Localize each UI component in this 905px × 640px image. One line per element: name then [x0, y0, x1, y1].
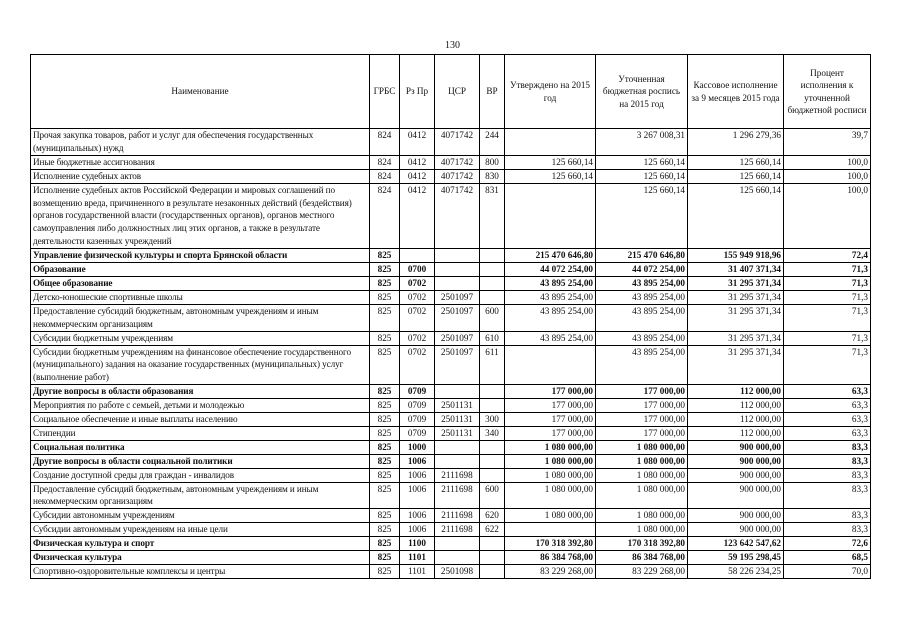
row-revised: 177 000,00 [596, 413, 688, 427]
row-cash: 31 295 371,34 [688, 304, 784, 331]
row-revised: 43 895 254,00 [596, 276, 688, 290]
header-name: Наименование [31, 55, 370, 129]
row-name: Субсидии бюджетным учреждениям [31, 331, 370, 345]
table-row [31, 551, 871, 565]
row-name: Мероприятия по работе с семьей, детьми и молодежью [31, 399, 370, 413]
row-revised: 177 000,00 [596, 385, 688, 399]
row-percent: 71,3 [784, 345, 871, 385]
row-csr: 2111698 [435, 482, 480, 509]
row-revised: 1 080 000,00 [596, 440, 688, 454]
row-grbs: 825 [370, 454, 400, 468]
header-approved: Утверждено на 2015 год [505, 55, 596, 129]
row-approved: 43 895 254,00 [505, 290, 596, 304]
row-rzpr: 1006 [400, 509, 435, 523]
row-percent: 83,3 [784, 454, 871, 468]
row-revised: 44 072 254,00 [596, 263, 688, 277]
row-grbs: 825 [370, 304, 400, 331]
row-csr: 2111698 [435, 523, 480, 537]
row-percent: 83,3 [784, 482, 871, 509]
row-name: Физическая культура и спорт [31, 537, 370, 551]
page-number: 130 [445, 40, 460, 51]
row-vr [480, 290, 505, 304]
row-percent: 71,3 [784, 263, 871, 277]
row-approved: 1 080 000,00 [505, 440, 596, 454]
row-grbs: 825 [370, 385, 400, 399]
row-rzpr: 0702 [400, 331, 435, 345]
row-name: Спортивно-оздоровительные комплексы и центры [31, 565, 370, 579]
row-csr: 4071742 [435, 155, 480, 169]
row-name: Исполнение судебных актов Российской Федерации и мировых соглашений по возмещению вреда, причиненного в результате незаконных действий (бездействия) органов государственной власти (государственных органов), органов местного самоуправления либо должностных лиц этих органов, а также в результате деятельности казенных учреждений [31, 183, 370, 249]
row-cash: 112 000,00 [688, 385, 784, 399]
row-percent: 63,3 [784, 413, 871, 427]
row-percent: 72,6 [784, 537, 871, 551]
row-percent: 63,3 [784, 385, 871, 399]
table-row [31, 482, 871, 509]
row-grbs: 825 [370, 263, 400, 277]
row-approved [505, 183, 596, 249]
row-rzpr: 1101 [400, 551, 435, 565]
row-name: Предоставление субсидий бюджетным, автономным учреждениям и иным некоммерческим организациям [31, 304, 370, 331]
row-name: Предоставление субсидий бюджетным, автономным учреждениям и иным некоммерческим организациям [31, 482, 370, 509]
row-vr [480, 263, 505, 277]
row-vr: 600 [480, 482, 505, 509]
row-percent: 83,3 [784, 523, 871, 537]
row-revised: 83 229 268,00 [596, 565, 688, 579]
row-grbs: 825 [370, 345, 400, 385]
header-revised: Уточненная бюджетная роспись на 2015 год [596, 55, 688, 129]
row-csr: 2111698 [435, 509, 480, 523]
row-revised: 170 318 392,80 [596, 537, 688, 551]
row-percent: 71,3 [784, 304, 871, 331]
row-grbs: 824 [370, 155, 400, 169]
row-revised: 1 080 000,00 [596, 509, 688, 523]
row-percent: 68,5 [784, 551, 871, 565]
row-percent: 63,3 [784, 399, 871, 413]
row-rzpr: 0709 [400, 399, 435, 413]
row-percent: 83,3 [784, 509, 871, 523]
row-revised: 125 660,14 [596, 183, 688, 249]
row-vr [480, 249, 505, 263]
row-cash: 125 660,14 [688, 183, 784, 249]
row-cash: 31 295 371,34 [688, 345, 784, 385]
row-csr [435, 551, 480, 565]
row-csr [435, 454, 480, 468]
row-grbs: 825 [370, 290, 400, 304]
row-rzpr: 1000 [400, 440, 435, 454]
row-percent: 39,7 [784, 129, 871, 156]
row-name: Создание доступной среды для граждан - инвалидов [31, 468, 370, 482]
row-approved: 1 080 000,00 [505, 509, 596, 523]
row-rzpr: 0700 [400, 263, 435, 277]
row-vr: 800 [480, 155, 505, 169]
row-revised: 3 267 008,31 [596, 129, 688, 156]
row-cash: 900 000,00 [688, 509, 784, 523]
row-revised: 43 895 254,00 [596, 345, 688, 385]
row-csr [435, 249, 480, 263]
row-csr: 4071742 [435, 183, 480, 249]
row-grbs: 825 [370, 249, 400, 263]
row-csr: 2501131 [435, 426, 480, 440]
row-rzpr: 0702 [400, 304, 435, 331]
table-row [31, 183, 871, 249]
table-row [31, 155, 871, 169]
row-approved: 83 229 268,00 [505, 565, 596, 579]
header-percent: Процент исполнения к уточненной бюджетной росписи [784, 55, 871, 129]
row-revised: 125 660,14 [596, 155, 688, 169]
budget-execution-table [30, 54, 871, 579]
row-name: Социальная политика [31, 440, 370, 454]
row-rzpr: 0412 [400, 169, 435, 183]
row-revised: 1 080 000,00 [596, 454, 688, 468]
row-rzpr: 0702 [400, 276, 435, 290]
row-vr [480, 468, 505, 482]
row-csr [435, 263, 480, 277]
row-cash: 900 000,00 [688, 523, 784, 537]
row-approved: 177 000,00 [505, 385, 596, 399]
table-row [31, 399, 871, 413]
row-revised: 215 470 646,80 [596, 249, 688, 263]
row-rzpr: 0702 [400, 345, 435, 385]
row-cash: 1 296 279,36 [688, 129, 784, 156]
row-vr: 340 [480, 426, 505, 440]
row-percent: 100,0 [784, 169, 871, 183]
row-grbs: 824 [370, 129, 400, 156]
row-name: Субсидии автономным учреждениям [31, 509, 370, 523]
row-grbs: 825 [370, 276, 400, 290]
row-rzpr: 1006 [400, 523, 435, 537]
row-csr: 4071742 [435, 129, 480, 156]
header-cash: Кассовое исполнение за 9 месяцев 2015 года [688, 55, 784, 129]
row-rzpr: 0412 [400, 155, 435, 169]
row-rzpr: 1006 [400, 468, 435, 482]
row-grbs: 825 [370, 413, 400, 427]
row-cash: 31 295 371,34 [688, 290, 784, 304]
row-vr [480, 454, 505, 468]
row-rzpr: 0702 [400, 290, 435, 304]
row-revised: 125 660,14 [596, 169, 688, 183]
row-percent: 70,0 [784, 565, 871, 579]
row-percent: 63,3 [784, 426, 871, 440]
row-name: Детско-юношеские спортивные школы [31, 290, 370, 304]
row-revised: 86 384 768,00 [596, 551, 688, 565]
row-vr: 244 [480, 129, 505, 156]
row-csr [435, 537, 480, 551]
row-revised: 43 895 254,00 [596, 304, 688, 331]
row-csr: 2501131 [435, 413, 480, 427]
row-approved: 1 080 000,00 [505, 468, 596, 482]
row-cash: 155 949 918,96 [688, 249, 784, 263]
table-row [31, 537, 871, 551]
row-vr [480, 276, 505, 290]
header-vr: ВР [480, 55, 505, 129]
row-cash: 900 000,00 [688, 482, 784, 509]
row-approved: 125 660,14 [505, 169, 596, 183]
table-row [31, 169, 871, 183]
row-vr [480, 385, 505, 399]
row-vr [480, 399, 505, 413]
row-grbs: 825 [370, 331, 400, 345]
row-name: Физическая культура [31, 551, 370, 565]
row-csr [435, 385, 480, 399]
table-header-row [31, 55, 871, 129]
row-approved: 43 895 254,00 [505, 331, 596, 345]
row-csr: 2501097 [435, 345, 480, 385]
row-cash: 125 660,14 [688, 169, 784, 183]
row-csr: 2501097 [435, 304, 480, 331]
row-vr [480, 565, 505, 579]
row-vr [480, 440, 505, 454]
row-vr: 831 [480, 183, 505, 249]
row-csr: 2501131 [435, 399, 480, 413]
row-csr: 2111698 [435, 468, 480, 482]
row-approved: 43 895 254,00 [505, 304, 596, 331]
table-row [31, 454, 871, 468]
row-name: Общее образование [31, 276, 370, 290]
row-name: Субсидии автономным учреждениям на иные цели [31, 523, 370, 537]
row-name: Социальное обеспечение и иные выплаты населению [31, 413, 370, 427]
table-row [31, 331, 871, 345]
row-revised: 43 895 254,00 [596, 331, 688, 345]
row-vr: 610 [480, 331, 505, 345]
row-rzpr: 0709 [400, 426, 435, 440]
row-percent: 71,3 [784, 276, 871, 290]
row-percent: 83,3 [784, 468, 871, 482]
row-approved: 177 000,00 [505, 399, 596, 413]
row-revised: 1 080 000,00 [596, 482, 688, 509]
row-cash: 900 000,00 [688, 440, 784, 454]
row-approved [505, 129, 596, 156]
row-percent: 100,0 [784, 183, 871, 249]
row-grbs: 825 [370, 426, 400, 440]
row-rzpr: 1100 [400, 537, 435, 551]
row-approved: 125 660,14 [505, 155, 596, 169]
row-name: Другие вопросы в области образования [31, 385, 370, 399]
header-rzpr: Рз Пр [400, 55, 435, 129]
row-percent: 72,4 [784, 249, 871, 263]
header-grbs: ГРБС [370, 55, 400, 129]
row-name: Другие вопросы в области социальной политики [31, 454, 370, 468]
row-cash: 900 000,00 [688, 468, 784, 482]
row-name: Образование [31, 263, 370, 277]
row-cash: 125 660,14 [688, 155, 784, 169]
row-grbs: 825 [370, 509, 400, 523]
row-csr: 2501097 [435, 290, 480, 304]
row-approved: 177 000,00 [505, 426, 596, 440]
table-row [31, 385, 871, 399]
row-vr: 300 [480, 413, 505, 427]
row-csr: 2501097 [435, 331, 480, 345]
row-approved: 1 080 000,00 [505, 454, 596, 468]
row-rzpr: 0412 [400, 129, 435, 156]
table-row [31, 468, 871, 482]
row-revised: 177 000,00 [596, 426, 688, 440]
row-percent: 71,3 [784, 331, 871, 345]
row-csr [435, 440, 480, 454]
row-percent: 100,0 [784, 155, 871, 169]
row-name: Стипендии [31, 426, 370, 440]
table-row [31, 523, 871, 537]
row-csr [435, 276, 480, 290]
row-name: Субсидии бюджетным учреждениям на финансовое обеспечение государственного (муниципального) задания на оказание государственных (муниципальных) услуг (выполнение работ) [31, 345, 370, 385]
row-percent: 83,3 [784, 440, 871, 454]
row-name: Управление физической культуры и спорта Брянской области [31, 249, 370, 263]
table-row [31, 440, 871, 454]
row-approved: 170 318 392,80 [505, 537, 596, 551]
row-cash: 58 226 234,25 [688, 565, 784, 579]
row-rzpr: 1101 [400, 565, 435, 579]
table-row [31, 345, 871, 385]
table-row [31, 509, 871, 523]
row-grbs: 825 [370, 565, 400, 579]
row-approved: 215 470 646,80 [505, 249, 596, 263]
row-grbs: 825 [370, 537, 400, 551]
row-cash: 112 000,00 [688, 413, 784, 427]
row-csr: 2501098 [435, 565, 480, 579]
table-row [31, 413, 871, 427]
table-row [31, 129, 871, 156]
table-row [31, 249, 871, 263]
row-grbs: 825 [370, 551, 400, 565]
table-row [31, 276, 871, 290]
row-csr: 4071742 [435, 169, 480, 183]
row-approved [505, 345, 596, 385]
row-name: Прочая закупка товаров, работ и услуг для обеспечения государственных (муниципальных) нужд [31, 129, 370, 156]
row-grbs: 825 [370, 482, 400, 509]
row-approved: 1 080 000,00 [505, 482, 596, 509]
row-cash: 112 000,00 [688, 399, 784, 413]
row-rzpr [400, 249, 435, 263]
row-rzpr: 1006 [400, 482, 435, 509]
table-row [31, 565, 871, 579]
row-approved [505, 523, 596, 537]
row-name: Иные бюджетные ассигнования [31, 155, 370, 169]
table-row [31, 426, 871, 440]
row-rzpr: 0709 [400, 413, 435, 427]
row-cash: 112 000,00 [688, 426, 784, 440]
row-vr: 622 [480, 523, 505, 537]
row-grbs: 824 [370, 169, 400, 183]
row-rzpr: 0412 [400, 183, 435, 249]
row-cash: 31 295 371,34 [688, 276, 784, 290]
row-cash: 900 000,00 [688, 454, 784, 468]
table-row [31, 263, 871, 277]
table-row [31, 304, 871, 331]
header-csr: ЦСР [435, 55, 480, 129]
row-vr: 830 [480, 169, 505, 183]
row-vr: 620 [480, 509, 505, 523]
row-revised: 177 000,00 [596, 399, 688, 413]
row-percent: 71,3 [784, 290, 871, 304]
row-vr [480, 551, 505, 565]
row-approved: 86 384 768,00 [505, 551, 596, 565]
row-revised: 1 080 000,00 [596, 468, 688, 482]
row-approved: 44 072 254,00 [505, 263, 596, 277]
row-cash: 59 195 298,45 [688, 551, 784, 565]
row-rzpr: 1006 [400, 454, 435, 468]
row-vr: 600 [480, 304, 505, 331]
row-grbs: 825 [370, 399, 400, 413]
row-grbs: 824 [370, 183, 400, 249]
row-grbs: 825 [370, 440, 400, 454]
row-cash: 123 642 547,62 [688, 537, 784, 551]
row-grbs: 825 [370, 523, 400, 537]
row-grbs: 825 [370, 468, 400, 482]
row-cash: 31 295 371,34 [688, 331, 784, 345]
table-row [31, 290, 871, 304]
row-vr [480, 537, 505, 551]
row-approved: 43 895 254,00 [505, 276, 596, 290]
row-cash: 31 407 371,34 [688, 263, 784, 277]
row-name: Исполнение судебных актов [31, 169, 370, 183]
row-vr: 611 [480, 345, 505, 385]
row-revised: 1 080 000,00 [596, 523, 688, 537]
row-rzpr: 0709 [400, 385, 435, 399]
row-revised: 43 895 254,00 [596, 290, 688, 304]
row-approved: 177 000,00 [505, 413, 596, 427]
